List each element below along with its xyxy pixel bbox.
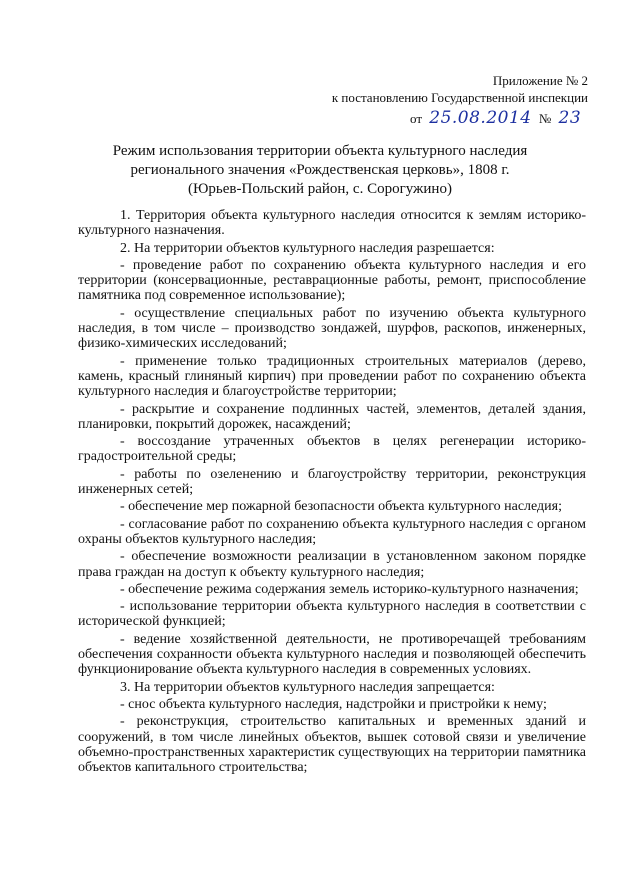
paragraph: - осуществление специальных работ по изучению объекта культурного наследия, в том числе – производство зондажей, шурфов, раскопов, инженерных, физико-химических исследований;	[78, 305, 586, 352]
title-line-2: регионального значения «Рождественская церковь», 1808 г.	[130, 162, 510, 178]
title-line-1: Режим использования территории объекта культурного наследия	[112, 143, 528, 159]
title-line-3: (Юрьев-Польский район, с. Сорогужино)	[188, 181, 452, 197]
paragraph: - использование территории объекта культурного наследия в соответствии с исторической функцией;	[78, 599, 586, 630]
paragraph: - обеспечение возможности реализации в установленном законом порядке права граждан на доступ к объекту культурного наследия;	[78, 549, 586, 580]
paragraph: - работы по озеленению и благоустройству территории, реконструкция инженерных сетей;	[78, 466, 586, 498]
paragraph: 3. На территории объектов культурного наследия запрещается:	[120, 679, 495, 695]
number-prefix: №	[538, 111, 552, 126]
date-prefix: от	[410, 111, 423, 126]
paragraph: 1. Территория объекта культурного наследия относится к землям историко-культурного назначения.	[78, 208, 586, 239]
date-number-line	[410, 108, 581, 129]
paragraph: - реконструкция, строительство капитальных и временных зданий и сооружений, в том числе линейных объектов, вышек сотовой связи и увеличение объемно-пространственных характеристик существующих на территории памятника объектов капитального строительства;	[78, 714, 586, 776]
document-body	[78, 208, 586, 777]
decree-reference: к постановлению Государственной инспекции	[331, 90, 588, 105]
paragraph: - снос объекта культурного наследия, надстройки и пристройки к нему;	[120, 696, 547, 712]
handwritten-date: 25.08.2014	[429, 108, 532, 128]
handwritten-number: 23	[558, 108, 582, 128]
appendix-number: Приложение № 2	[492, 73, 588, 88]
paragraph: - проведение работ по сохранению объекта культурного наследия и его территории (консервационные, реставрационные работы, ремонт, приспособление памятника под современное использование);	[78, 257, 586, 304]
paragraph: - обеспечение мер пожарной безопасности объекта культурного наследия;	[120, 499, 563, 515]
paragraph: 2. На территории объектов культурного наследия разрешается:	[120, 240, 495, 256]
paragraph: - воссоздание утраченных объектов в целях регенерации историко-градостроительной среды;	[78, 434, 586, 465]
paragraph: - согласование работ по сохранению объекта культурного наследия с органом охраны объектов культурного наследия;	[78, 516, 586, 547]
document-title	[60, 142, 580, 199]
paragraph: - обеспечение режима содержания земель историко-культурного назначения;	[120, 581, 579, 597]
paragraph: - раскрытие и сохранение подлинных частей, элементов, деталей здания, планировки, покрытий дорожек, насаждений;	[78, 401, 586, 432]
paragraph: - ведение хозяйственной деятельности, не противоречащей требованиям обеспечения сохранности объекта культурного наследия и позволяющей обеспечить функционирование объекта культурного наследия в современных условиях.	[78, 631, 586, 678]
paragraph: - применение только традиционных строительных материалов (дерево, камень, красный глиняный кирпич) при проведении работ по сохранению объекта культурного наследия и благоустройстве территории;	[78, 353, 586, 400]
appendix-header	[332, 72, 588, 106]
